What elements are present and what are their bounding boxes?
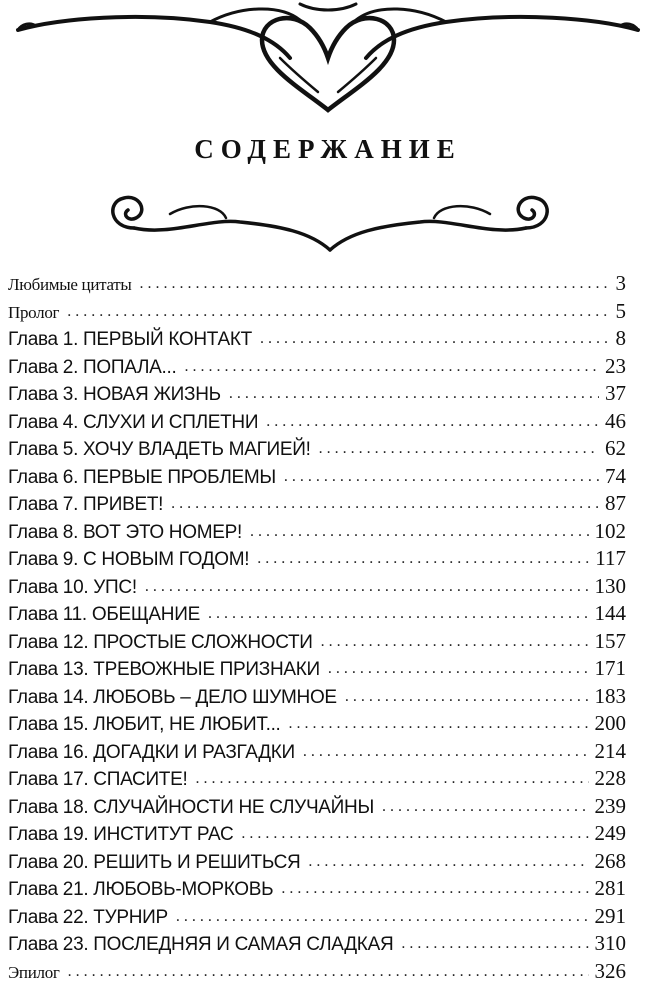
toc-entry-title: Глава 20. РЕШИТЬ И РЕШИТЬСЯ — [8, 849, 300, 876]
toc-dot-leader — [284, 463, 599, 491]
toc-entry-title: Глава 21. ЛЮБОВЬ-МОРКОВЬ — [8, 876, 273, 903]
toc-entry-page-number: 144 — [595, 600, 627, 628]
toc-dot-leader — [281, 875, 588, 903]
toc-entry-page-number: 326 — [595, 958, 627, 985]
toc-dot-leader — [229, 380, 599, 408]
toc-dot-leader — [345, 683, 589, 711]
toc-entry-title: Глава 12. ПРОСТЫЕ СЛОЖНОСТИ — [8, 629, 313, 656]
toc-entry-page-number: 62 — [605, 435, 626, 463]
toc-entry-page-number: 117 — [595, 545, 626, 573]
toc-dot-leader — [185, 353, 600, 381]
toc-entry-title: Глава 1. ПЕРВЫЙ КОНТАКТ — [8, 326, 252, 353]
toc-entry — [8, 463, 626, 491]
toc-dot-leader — [401, 930, 588, 958]
toc-dot-leader — [250, 518, 589, 546]
toc-entry — [8, 683, 626, 711]
toc-entry — [8, 545, 626, 573]
toc-entry-title: Глава 23. ПОСЛЕДНЯЯ И САМАЯ СЛАДКАЯ — [8, 931, 393, 958]
toc-entry-title: Пролог — [8, 299, 59, 326]
toc-entry-title: Глава 5. ХОЧУ ВЛАДЕТЬ МАГИЕЙ! — [8, 436, 311, 463]
toc-entry — [8, 655, 626, 683]
toc-entry-title: Глава 16. ДОГАДКИ И РАЗГАДКИ — [8, 739, 295, 766]
toc-dot-leader — [260, 325, 610, 353]
toc-entry — [8, 903, 626, 931]
toc-entry — [8, 380, 626, 408]
toc-entry — [8, 820, 626, 848]
toc-entry — [8, 628, 626, 656]
toc-entry-title: Глава 17. СПАСИТЕ! — [8, 766, 187, 793]
scroll-flourish-ornament-icon — [100, 188, 560, 258]
toc-entry — [8, 710, 626, 738]
toc-entry-page-number: 5 — [616, 298, 627, 326]
toc-dot-leader — [140, 270, 610, 298]
heart-swirl-ornament-icon — [0, 0, 656, 118]
toc-dot-leader — [176, 903, 589, 931]
toc-entry — [8, 573, 626, 601]
toc-dot-leader — [289, 710, 589, 738]
toc-entry-page-number: 3 — [616, 270, 627, 298]
toc-entry — [8, 875, 626, 903]
toc-entry — [8, 930, 626, 958]
toc-dot-leader — [303, 738, 589, 766]
toc-entry-page-number: 239 — [595, 793, 627, 821]
toc-entry — [8, 518, 626, 546]
toc-entry-page-number: 249 — [595, 820, 627, 848]
toc-dot-leader — [308, 848, 588, 876]
page-title: СОДЕРЖАНИЕ — [0, 134, 656, 165]
toc-entry-title: Глава 19. ИНСТИТУТ РАС — [8, 821, 233, 848]
toc-dot-leader — [241, 820, 588, 848]
toc-entry — [8, 435, 626, 463]
toc-entry-title: Глава 11. ОБЕЩАНИЕ — [8, 601, 200, 628]
toc-entry-title: Глава 10. УПС! — [8, 574, 137, 601]
toc-dot-leader — [382, 793, 589, 821]
toc-entry-page-number: 74 — [605, 463, 626, 491]
toc-entry — [8, 298, 626, 326]
toc-entry-page-number: 291 — [595, 903, 627, 931]
toc-entry-page-number: 8 — [616, 325, 627, 353]
toc-entry-page-number: 157 — [595, 628, 627, 656]
toc-dot-leader — [145, 573, 589, 601]
toc-entry — [8, 270, 626, 298]
toc-entry-title: Глава 13. ТРЕВОЖНЫЕ ПРИЗНАКИ — [8, 656, 320, 683]
toc-entry-title: Глава 2. ПОПАЛА... — [8, 354, 177, 381]
toc-entry-page-number: 214 — [595, 738, 627, 766]
toc-entry-title: Глава 14. ЛЮБОВЬ – ДЕЛО ШУМНОЕ — [8, 684, 337, 711]
toc-entry-title: Любимые цитаты — [8, 271, 132, 298]
toc-entry — [8, 738, 626, 766]
toc-entry — [8, 600, 626, 628]
toc-dot-leader — [266, 408, 599, 436]
toc-entry-page-number: 23 — [605, 353, 626, 381]
toc-dot-leader — [67, 298, 609, 326]
toc-entry — [8, 490, 626, 518]
toc-entry-title: Глава 6. ПЕРВЫЕ ПРОБЛЕМЫ — [8, 464, 276, 491]
toc-entry-page-number: 200 — [595, 710, 627, 738]
toc-entry-title: Глава 15. ЛЮБИТ, НЕ ЛЮБИТ... — [8, 711, 281, 738]
toc-entry-title: Глава 4. СЛУХИ И СПЛЕТНИ — [8, 409, 258, 436]
toc-dot-leader — [208, 600, 589, 628]
toc-entry — [8, 793, 626, 821]
toc-entry-page-number: 281 — [595, 875, 627, 903]
toc-entry-page-number: 102 — [595, 518, 627, 546]
toc-entry-page-number: 310 — [595, 930, 627, 958]
toc-entry-title: Глава 22. ТУРНИР — [8, 904, 168, 931]
toc-entry-page-number: 228 — [595, 765, 627, 793]
toc-entry-page-number: 130 — [595, 573, 627, 601]
toc-dot-leader — [257, 545, 589, 573]
toc-entry-page-number: 268 — [595, 848, 627, 876]
toc-entry — [8, 765, 626, 793]
toc-entry — [8, 325, 626, 353]
toc-dot-leader — [328, 655, 589, 683]
toc-entry-page-number: 87 — [605, 490, 626, 518]
toc-entry-page-number: 37 — [605, 380, 626, 408]
toc-entry-title: Глава 7. ПРИВЕТ! — [8, 491, 163, 518]
toc-dot-leader — [319, 435, 599, 463]
toc-dot-leader — [171, 490, 599, 518]
toc-entry-page-number: 46 — [605, 408, 626, 436]
table-of-contents — [8, 270, 626, 985]
toc-entry-title: Глава 18. СЛУЧАЙНОСТИ НЕ СЛУЧАЙНЫ — [8, 794, 374, 821]
toc-entry-page-number: 171 — [595, 655, 627, 683]
toc-entry — [8, 848, 626, 876]
toc-dot-leader — [195, 765, 588, 793]
toc-entry — [8, 958, 626, 985]
toc-entry-title: Глава 9. С НОВЫМ ГОДОМ! — [8, 546, 249, 573]
toc-entry-title: Глава 3. НОВАЯ ЖИЗНЬ — [8, 381, 221, 408]
toc-entry-title: Эпилог — [8, 959, 60, 985]
toc-entry-page-number: 183 — [595, 683, 627, 711]
toc-dot-leader — [321, 628, 589, 656]
toc-entry-title: Глава 8. ВОТ ЭТО НОМЕР! — [8, 519, 242, 546]
toc-dot-leader — [68, 958, 589, 985]
toc-entry — [8, 353, 626, 381]
toc-entry — [8, 408, 626, 436]
